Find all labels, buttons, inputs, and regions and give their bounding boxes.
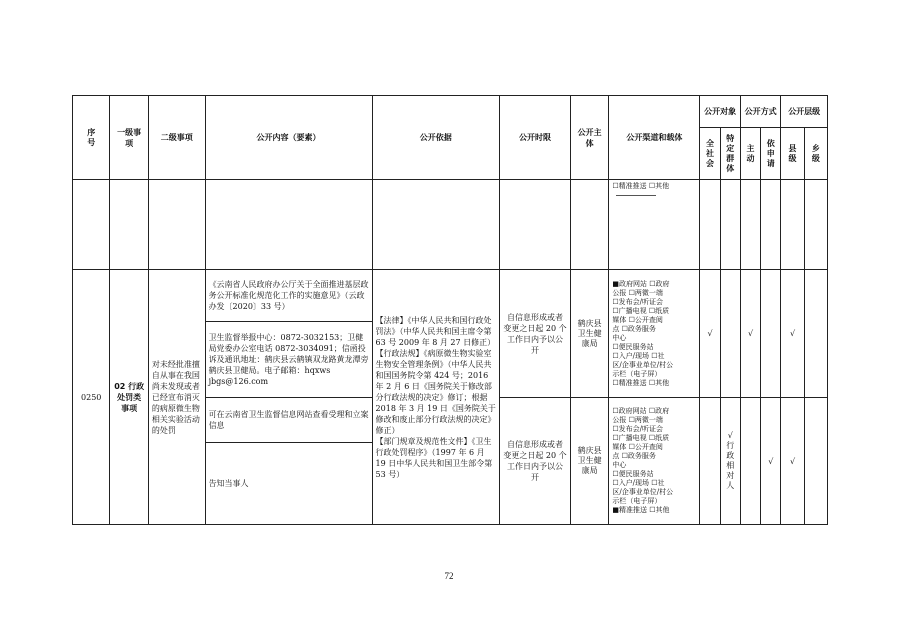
- channel-line: ☐入户/现场 ☐社: [612, 479, 665, 487]
- channel-line: ☐入户/现场 ☐社: [612, 351, 665, 360]
- channel-line: ■政府网站 ☐政府: [612, 279, 670, 288]
- item-basis: 【法律】《中华人民共和国行政处罚法》（中华人民共和国主席令第 63 号 2009 年 8 月 27 日修正） 【行政法规】《病原微生物实验室生物安全管理条例》（中华人民共和国国务院令第 424 号；2016 年 2 月 6 日《国务院关于修改部分行政法规的决定》修订；根据 2018 年 3 月 19 日《国务院关于修改和废止部分行政法规的决定》修正） 【部门规章及规范性文件】《卫生行政处罚程序》（1997 年 6 月 19 日中华人民共和国卫生部令第 53 号）: [372, 270, 500, 525]
- channel-line: 中心: [612, 333, 627, 342]
- check-county-2: √: [781, 398, 804, 525]
- header-county: 县级: [781, 128, 804, 180]
- header-seq: 序号: [73, 96, 110, 180]
- channel-line: ■精准推送 ☐其他: [612, 506, 670, 514]
- header-active: 主动: [740, 128, 760, 180]
- item-channel-1: [609, 270, 700, 398]
- channel-line: 公报 ☐两微一端: [612, 288, 663, 297]
- channel-list-2: [612, 407, 696, 515]
- channel-line: ☐发布会/听证会: [612, 297, 663, 306]
- item-content-4: 告知当事人: [205, 443, 372, 525]
- item-content-1: 《云南省人民政府办公厅关于全面推进基层政务公开标准化规范化工作的实施意见》（云政办发〔2020〕33 号）: [205, 270, 372, 322]
- header-method: 公开方式: [740, 96, 780, 128]
- channel-line: 区/企事业单位/村公: [612, 488, 674, 496]
- header-level2: 二级事项: [148, 96, 205, 180]
- channel-line: ☐精准推送 ☐其他: [612, 378, 670, 387]
- check-all-society: √: [700, 270, 720, 398]
- header-audience: 公开对象: [700, 96, 740, 128]
- disclosure-table: [72, 95, 828, 525]
- channel-line: ☐广播电视 ☐纸质: [612, 306, 670, 315]
- channel-line: ☐便民服务站: [612, 342, 654, 351]
- header-subject: 公开主体: [570, 96, 608, 180]
- channel-line: ☐便民服务站: [612, 470, 654, 478]
- header-basis: 公开依据: [372, 96, 500, 180]
- header-level1: 一级事项: [110, 96, 148, 180]
- header-specific-group: 特定群体: [720, 128, 740, 180]
- check-county-1: √: [781, 270, 804, 398]
- item-level2: 对未经批准擅自从事在我国尚未发现或者已经宣布消灭的病原微生物相关实验活动的处罚: [148, 270, 205, 525]
- check-active-1: √: [740, 270, 760, 398]
- item-subject-2: 鹤庆县卫生健康局: [570, 398, 608, 525]
- header-channel: 公开渠道和载体: [609, 96, 700, 180]
- header-township: 乡级: [804, 128, 827, 180]
- channel-line: 中心: [612, 461, 627, 469]
- check-specific-group-empty: [720, 270, 740, 398]
- header-tier: 公开层级: [781, 96, 828, 128]
- check-township-empty-1: [804, 270, 827, 398]
- page-number: 72: [444, 571, 454, 581]
- channel-line: 区/企事业单位/村公: [612, 360, 674, 369]
- header-timelimit: 公开时限: [500, 96, 571, 180]
- channel-line: ☐政府网站 ☐政府: [612, 407, 670, 415]
- channel-line: 公报 ☐两微一端: [612, 416, 663, 424]
- channel-line: 示栏（电子屏）: [612, 369, 662, 378]
- channel-line: 示栏（电子屏）: [612, 497, 662, 505]
- item-timelimit-2: 自信息形成或者变更之日起 20 个工作日内予以公开: [500, 398, 571, 525]
- item-level1: 02 行政处罚类事项: [110, 270, 148, 525]
- channel-line: 点 ☐政务服务: [612, 324, 656, 333]
- channel-line: 点 ☐政务服务: [612, 452, 656, 460]
- channel-list-1: [612, 280, 696, 388]
- channel-line: 媒体 ☐公开查阅: [612, 443, 663, 451]
- channel-line: ☐广播电视 ☐纸质: [612, 434, 670, 442]
- check-township-empty-2: [804, 398, 827, 525]
- header-content: 公开内容（要素）: [205, 96, 372, 180]
- channel-line: ☐精准推送 ☐其他: [612, 182, 670, 190]
- check-on-request-empty-1: [761, 270, 781, 398]
- channel-divider: [616, 195, 656, 196]
- check-all-society-empty: [700, 398, 720, 525]
- item-seq: 0250: [73, 270, 110, 525]
- continued-channel-cell: [609, 180, 700, 270]
- check-specific-group: √行政相对人: [720, 398, 740, 525]
- item-channel-2: [609, 398, 700, 525]
- channel-line: 媒体 ☐公开查阅: [612, 315, 663, 324]
- header-all-society: 全社会: [700, 128, 720, 180]
- item-timelimit-1: 自信息形成或者变更之日起 20 个工作日内予以公开: [500, 270, 571, 398]
- item-subject-1: 鹤庆县卫生健康局: [570, 270, 608, 398]
- item-content-3: 可在云南省卫生监督信息网站查看受理和立案信息: [205, 398, 372, 443]
- check-active-empty-2: [740, 398, 760, 525]
- header-on-request: 依申请: [761, 128, 781, 180]
- channel-line: ☐发布会/听证会: [612, 425, 663, 433]
- item-content-2: 卫生监督举报中心：0872-3032153；卫健局党委办公室电话 0872-3034091；信函投诉及通讯地址：鹤庆县云鹤镇双龙路黄龙潭旁鹤庆县卫健局。电子邮箱：hqxws jbgs@126.com: [205, 322, 372, 398]
- continued-row: [73, 180, 828, 270]
- check-on-request: √: [761, 398, 781, 525]
- table-row: [73, 270, 828, 322]
